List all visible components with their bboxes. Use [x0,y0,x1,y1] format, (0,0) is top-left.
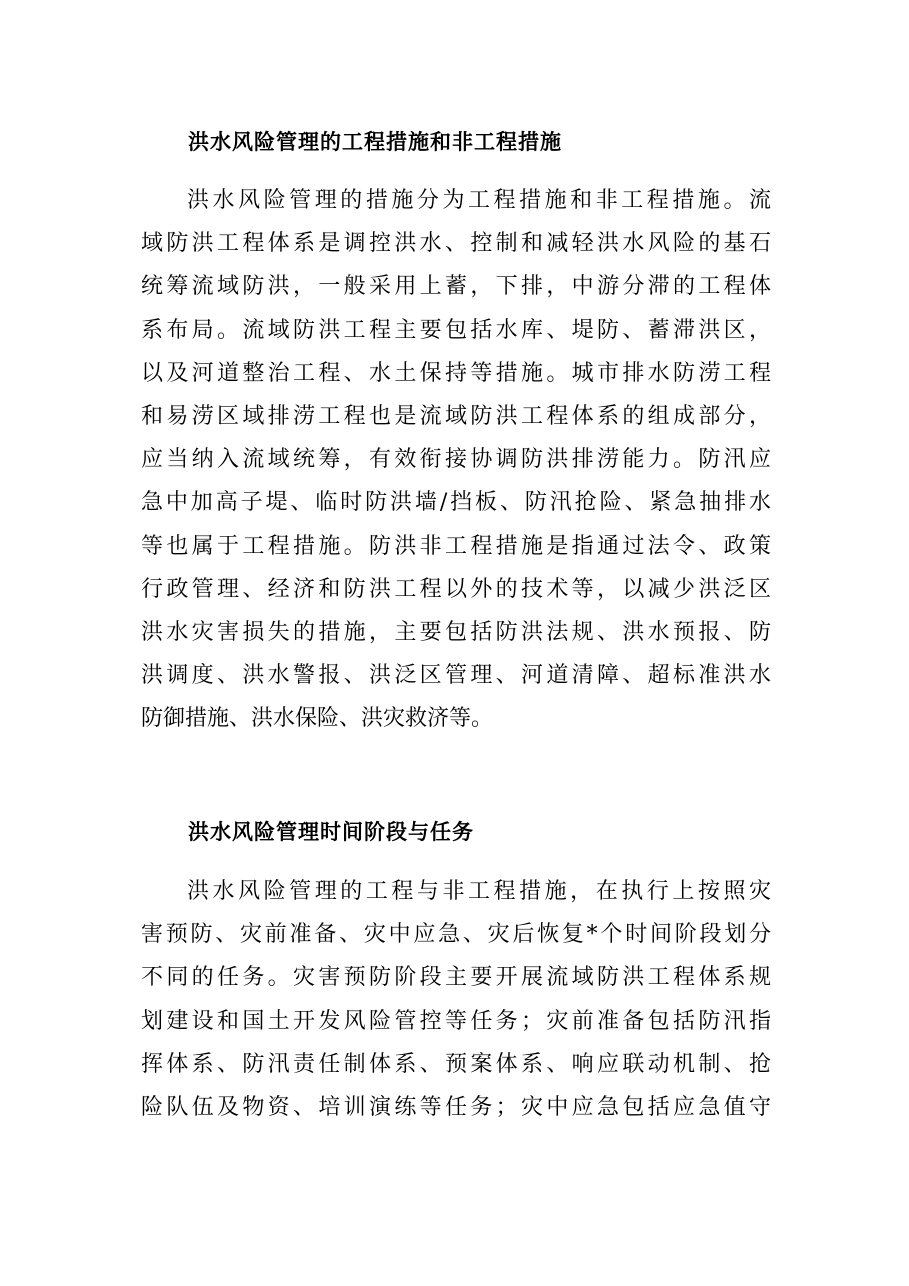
paragraph-line: 害预防、灾前准备、灾中应急、灾后恢复*个时间阶段划分 [141,922,771,948]
paragraph-line: 洪水风险管理的措施分为工程措施和非工程措施。流 [187,188,771,213]
paragraph-line: 挥体系、防汛责任制体系、预案体系、响应联动机制、抢 [141,1051,771,1077]
paragraph-line: 洪调度、洪水警报、洪泛区管理、河道清障、超标准洪水 [141,663,771,689]
section-heading-time-stages: 洪水风险管理时间阶段与任务 [188,820,474,844]
paragraph-measures [141,179,771,740]
section-heading-engineering-measures: 洪水风险管理的工程措施和非工程措施 [188,130,562,154]
paragraph-line: 划建设和国土开发风险管控等任务；灾前准备包括防汛指 [141,1008,771,1034]
paragraph-line: 应当纳入流域统筹，有效衔接协调防洪排涝能力。防汛应 [141,447,771,473]
paragraph-line: 洪水风险管理的工程与非工程措施，在执行上按照灾 [187,879,771,904]
paragraph-line: 和易涝区域排涝工程也是流域防洪工程体系的组成部分， [141,403,771,429]
paragraph-line: 统筹流域防洪，一般采用上蓄，下排，中游分滞的工程体 [141,274,771,300]
paragraph-line: 域防洪工程体系是调控洪水、控制和减轻洪水风险的基石 [141,231,771,257]
paragraph-line: 洪水灾害损失的措施，主要包括防洪法规、洪水预报、防 [141,619,771,645]
paragraph-time-stages [141,870,771,1129]
paragraph-line: 行政管理、经济和防洪工程以外的技术等，以减少洪泛区 [141,576,771,602]
paragraph-line: 系布局。流域防洪工程主要包括水库、堤防、蓄滞洪区， [141,317,771,343]
paragraph-line: 险队伍及物资、培训演练等任务；灾中应急包括应急值守 [141,1094,771,1120]
paragraph-line: 不同的任务。灾害预防阶段主要开展流域防洪工程体系规 [141,965,771,991]
paragraph-line: 急中加高子堤、临时防洪墙/挡板、防汛抢险、紧急抽排水 [141,490,771,516]
paragraph-line: 等也属于工程措施。防洪非工程措施是指通过法令、政策 [141,533,771,559]
paragraph-line: 以及河道整治工程、水土保持等措施。城市排水防涝工程 [141,360,771,386]
paragraph-line: 防御措施、洪水保险、洪灾救济等。 [141,706,494,732]
